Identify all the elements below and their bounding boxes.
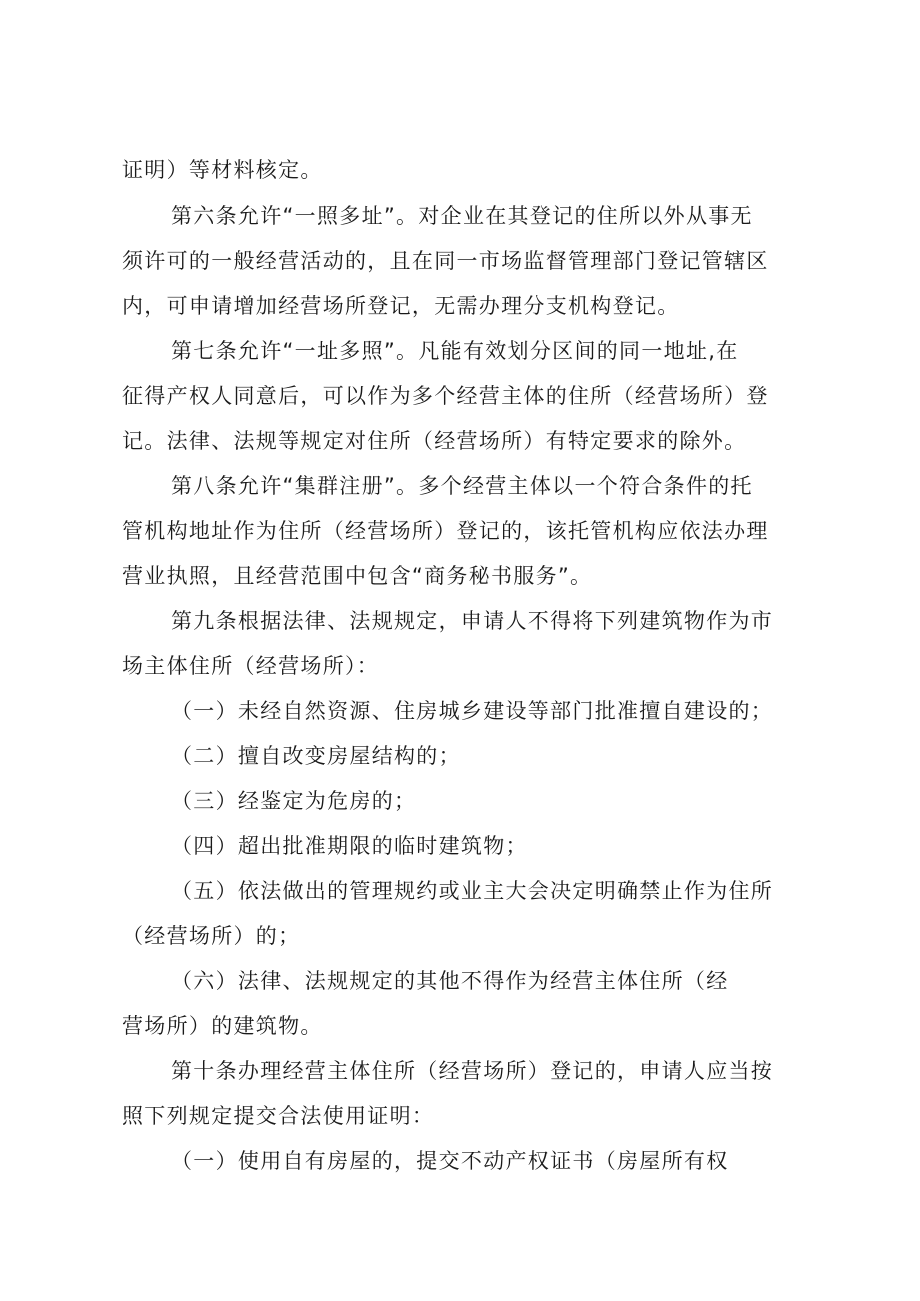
text-line: （一）使用自有房屋的，提交不动产权证书（房屋所有权 [171,1149,729,1173]
text-line: 第十条办理经营主体住所（经营场所）登记的，申请人应当按 [171,1059,774,1083]
text-line: （五）依法做出的管理规约或业主大会决定明确禁止作为住所 [171,879,774,903]
text-line: （二）擅自改变房屋结构的； [171,744,461,768]
text-line: 管机构地址作为住所（经营场所）登记的，该托管机构应依法办理 [122,519,769,543]
text-line: 场主体住所（经营场所）： [122,654,380,678]
text-line: 第九条根据法律、法规规定，申请人不得将下列建筑物作为市 [171,609,774,633]
text-line: （一）未经自然资源、住房城乡建设等部门批准擅自建设的； [171,699,774,723]
text-line: 营场所）的建筑物。 [122,1014,323,1038]
text-line: 证明）等材料核定。 [122,158,323,182]
text-line: 第七条允许“一址多照”。凡能有效划分区间的同一地址,在 [171,339,739,363]
text-line: 第八条允许“集群注册”。多个经营主体以一个符合条件的托 [171,474,753,498]
text-line: 须许可的一般经营活动的，且在同一市场监督管理部门登记管辖区 [122,249,769,273]
text-line: （四）超出批准期限的临时建筑物； [171,834,528,858]
text-line: （经营场所）的； [122,924,301,948]
text-line: （六）法律、法规规定的其他不得作为经营主体住所（经 [171,969,729,993]
text-line: 记。法律、法规等规定对住所（经营场所）有特定要求的除外。 [122,429,747,453]
text-line: 营业执照，且经营范围中包含“商务秘书服务”。 [122,564,593,588]
text-line: （三）经鉴定为危房的； [171,789,417,813]
text-line: 照下列规定提交合法使用证明： [122,1104,435,1128]
text-line: 第六条允许“一照多址”。对企业在其登记的住所以外从事无 [171,204,753,228]
text-line: 内，可申请增加经营场所登记，无需办理分支机构登记。 [122,294,680,318]
text-line: 征得产权人同意后，可以作为多个经营主体的住所（经营场所）登 [122,384,769,408]
